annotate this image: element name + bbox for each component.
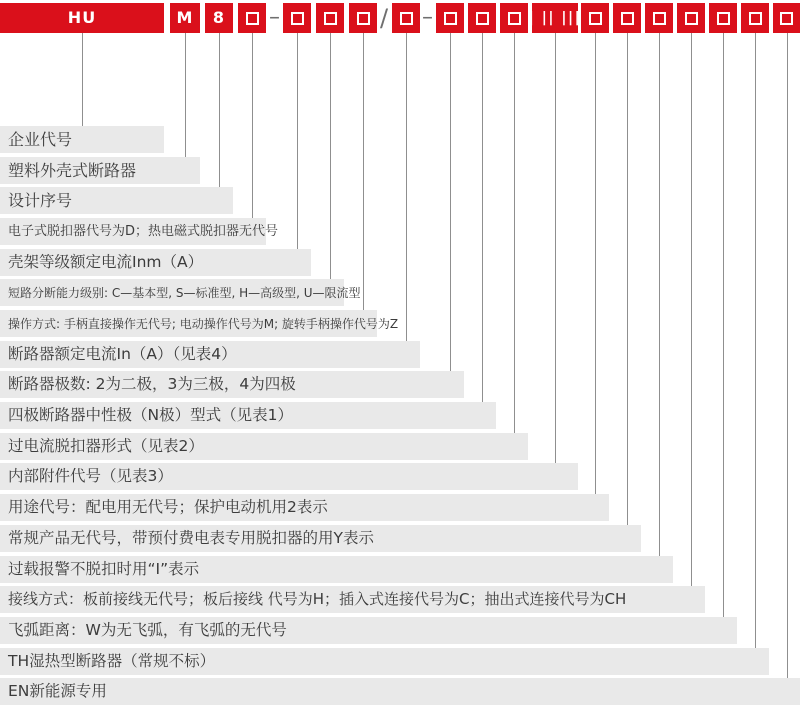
connector-line: [787, 33, 788, 678]
label-row: [0, 310, 399, 337]
model-code-placeholder-box: [645, 3, 673, 33]
label-text: 用途代号：配电用无代号；保护电动机用2表示: [8, 497, 328, 516]
label-row: [0, 126, 164, 153]
slash-separator: /: [379, 4, 389, 32]
connector-line: [595, 33, 596, 494]
label-row: [0, 279, 361, 306]
model-code-placeholder-box: [677, 3, 705, 33]
label-row: [0, 433, 528, 460]
connector-line: [755, 33, 756, 648]
model-code-box-8: [205, 3, 233, 33]
box-code-text: M: [176, 8, 194, 27]
connector-line: [406, 33, 407, 341]
label-text: 企业代号: [8, 129, 73, 149]
label-text: TH湿热型断路器（常规不标）: [8, 651, 216, 670]
label-text: 电子式脱扣器代号为D；热电磁式脱扣器无代号: [8, 224, 279, 239]
connector-line: [659, 33, 660, 556]
model-code-placeholder-box: [468, 3, 496, 33]
model-code-placeholder-box: [613, 3, 641, 33]
placeholder-square-icon: [291, 12, 304, 25]
connector-line: [514, 33, 515, 433]
connector-line: [691, 33, 692, 586]
label-text: 设计序号: [8, 190, 73, 210]
label-row: [0, 556, 673, 583]
label-text: 壳架等级额定电流Inm（A）: [8, 252, 204, 271]
label-text: 短路分断能力级别: C—基本型, S—标准型, H—高级型, U—限流型: [8, 285, 361, 300]
pole-marks-box: [528, 3, 582, 33]
box-code-text: 8: [212, 8, 226, 27]
box-code-text: HU: [67, 8, 97, 27]
label-row: [0, 617, 737, 644]
label-row: [0, 648, 769, 675]
connector-line: [482, 33, 483, 402]
model-code-box-m: [170, 3, 200, 33]
placeholder-square-icon: [400, 12, 413, 25]
placeholder-square-icon: [476, 12, 489, 25]
placeholder-square-icon: [444, 12, 457, 25]
connector-line: [450, 33, 451, 371]
model-code-placeholder-box: [773, 3, 800, 33]
placeholder-square-icon: [246, 12, 259, 25]
placeholder-square-icon: [357, 12, 370, 25]
label-text: 内部附件代号（见表3）: [8, 466, 173, 485]
label-row: [0, 678, 800, 705]
label-text: 接线方式：板前接线无代号；板后接线 代号为H；插入式连接代号为C；抽出式连接代号为CH: [8, 590, 627, 608]
connector-line: [219, 33, 220, 187]
model-code-placeholder-box: [238, 3, 266, 33]
label-text: 操作方式: 手柄直接操作无代号; 电动操作代号为M; 旋转手柄操作代号为Z: [8, 316, 399, 331]
model-code-placeholder-box: [316, 3, 344, 33]
placeholder-square-icon: [749, 12, 762, 25]
placeholder-square-icon: [653, 12, 666, 25]
label-row: [0, 586, 705, 613]
label-row: [0, 187, 233, 214]
placeholder-square-icon: [621, 12, 634, 25]
label-text: 过电流脱扣器形式（见表2）: [8, 436, 204, 455]
model-code-placeholder-box: [436, 3, 464, 33]
connector-line: [555, 33, 556, 463]
label-text: EN新能源专用: [8, 681, 107, 700]
placeholder-square-icon: [324, 12, 337, 25]
model-code-placeholder-box: [709, 3, 737, 33]
dash-separator: –: [269, 5, 280, 30]
pole-marks-icon: | || |||: [528, 10, 582, 26]
connector-line: [363, 33, 364, 310]
label-text: 塑料外壳式断路器: [8, 160, 137, 180]
model-code-placeholder-box: [581, 3, 609, 33]
label-text: 断路器极数: 2为二极，3为三极，4为四极: [8, 374, 296, 393]
label-text: 四极断路器中性极（N极）型式（见表1）: [8, 405, 293, 424]
model-code-placeholder-box: [283, 3, 311, 33]
connector-line: [723, 33, 724, 617]
label-row: [0, 525, 641, 552]
connector-line: [627, 33, 628, 525]
label-row: [0, 157, 200, 184]
model-code-box-hu: [0, 3, 164, 33]
label-text: 飞弧距离：W为无飞弧，有飞弧的无代号: [8, 620, 287, 639]
model-code-placeholder-box: [392, 3, 420, 33]
label-row: [0, 218, 279, 245]
placeholder-square-icon: [589, 12, 602, 25]
placeholder-square-icon: [508, 12, 521, 25]
connector-line: [185, 33, 186, 157]
connector-line: [330, 33, 331, 279]
label-text: 断路器额定电流In（A）（见表4）: [8, 344, 237, 363]
label-text: 过载报警不脱扣时用“I”表示: [8, 559, 200, 578]
placeholder-square-icon: [685, 12, 698, 25]
connector-line: [297, 33, 298, 249]
label-row: [0, 341, 420, 368]
model-code-placeholder-box: [741, 3, 769, 33]
label-row: [0, 494, 609, 521]
label-row: [0, 249, 311, 276]
placeholder-square-icon: [717, 12, 730, 25]
dash-separator: –: [422, 5, 433, 30]
placeholder-square-icon: [780, 12, 793, 25]
connector-line: [82, 33, 83, 126]
model-code-placeholder-box: [349, 3, 377, 33]
label-text: 常规产品无代号，带预付费电表专用脱扣器的用Y表示: [8, 528, 374, 547]
label-row: [0, 402, 496, 429]
label-row: [0, 463, 578, 490]
label-row: [0, 371, 464, 398]
connector-line: [252, 33, 253, 218]
model-code-placeholder-box: [500, 3, 528, 33]
